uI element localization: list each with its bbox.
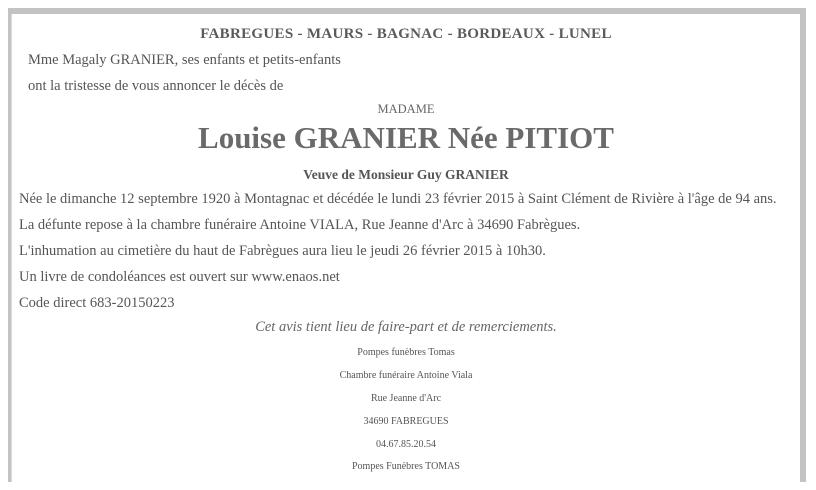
funeral-home-street: Rue Jeanne d'Arc bbox=[370, 393, 442, 404]
towns-header: FABREGUES - MAURS - BAGNAC - BORDEAUX - LUNEL bbox=[200, 26, 612, 42]
intro-family-line: Mme Magaly GRANIER, ses enfants et petits-enfants bbox=[28, 52, 341, 68]
deceased-title: MADAME bbox=[377, 102, 435, 116]
funeral-home-city: 34690 FABREGUES bbox=[363, 416, 449, 427]
closing-statement: Cet avis tient lieu de faire-part et de remerciements. bbox=[255, 319, 557, 335]
condolence-book-info: Un livre de condoléances est ouvert sur www.enaos.net bbox=[19, 269, 340, 285]
deceased-name: Louise GRANIER Née PITIOT bbox=[198, 120, 614, 155]
intro-announcement-line: ont la tristesse de vous annoncer le décès de bbox=[28, 78, 284, 94]
burial-details: L'inhumation au cimetière du haut de Fabrègues aura lieu le jeudi 26 février 2015 à 10h30. bbox=[19, 243, 546, 259]
funeral-home-phone: 04.67.85.20.54 bbox=[376, 439, 436, 450]
deceased-status: Veuve de Monsieur Guy GRANIER bbox=[303, 167, 509, 182]
funeral-home-signature: Pompes Funèbres TOMAS bbox=[352, 461, 460, 472]
funeral-home-name: Pompes funèbres Tomas bbox=[357, 347, 455, 358]
obituary-notice bbox=[11, 14, 800, 482]
rest-location: La défunte repose à la chambre funéraire Antoine VIALA, Rue Jeanne d'Arc à 34690 Fabrègues. bbox=[19, 217, 581, 233]
birth-death-details: Née le dimanche 12 septembre 1920 à Montagnac et décédée le lundi 23 février 2015 à Saint Clément de Rivière à l'âge de 94 ans. bbox=[19, 191, 777, 207]
direct-code: Code direct 683-20150223 bbox=[19, 295, 175, 311]
funeral-chamber-name: Chambre funéraire Antoine Viala bbox=[339, 370, 473, 381]
